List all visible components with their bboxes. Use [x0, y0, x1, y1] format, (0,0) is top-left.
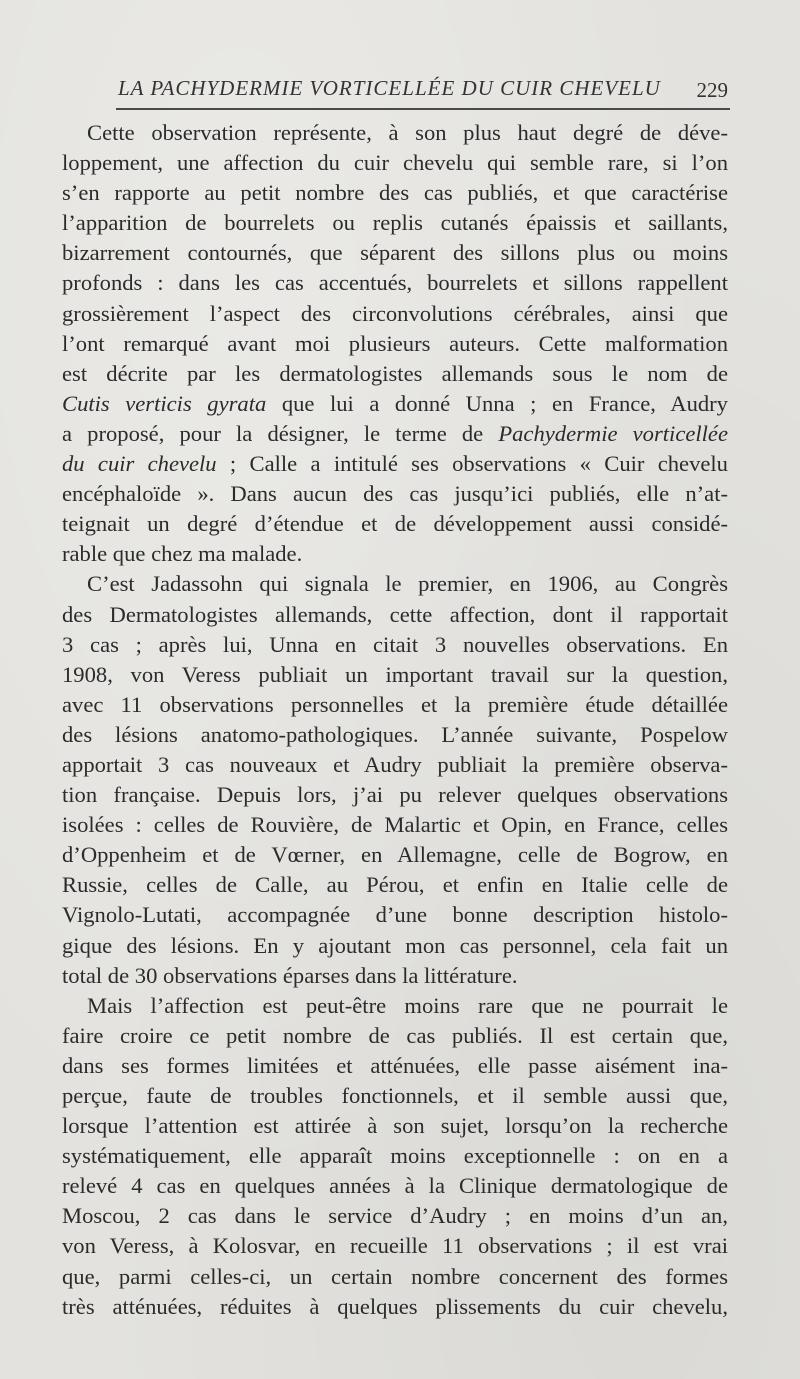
text-line [62, 1051, 728, 1081]
paragraph [62, 569, 728, 990]
text-segment: s’en rapporte au petit nombre des cas publiés, et que caractérise [62, 180, 728, 206]
text-segment: lorsque l’attention est attirée à son sujet, lorsqu’on la recherche [62, 1113, 728, 1139]
text-line [62, 961, 728, 991]
italic-term: Pachydermie vorticellée [498, 420, 728, 446]
text-segment: Cette observation représente, à son plus haut degré de déve- [87, 120, 728, 145]
text-segment: que lui a donné Unna ; en France, Audry [266, 390, 728, 416]
text-segment: l’ont remarqué avant moi plusieurs auteurs. Cette malformation [62, 330, 728, 356]
italic-term: du cuir chevelu [62, 451, 217, 477]
paragraph [62, 991, 728, 1322]
text-segment: avec 11 observations personnelles et la première étude détaillée [62, 691, 728, 717]
text-segment: Moscou, 2 cas dans le service d’Audry ; en moins d’un an, [62, 1203, 728, 1229]
text-segment: Russie, celles de Calle, au Pérou, et enfin en Italie celle de [62, 872, 728, 898]
text-line [62, 810, 728, 840]
text-segment: ; Calle a intitulé ses observations « Cuir chevelu [216, 451, 728, 477]
text-line [62, 900, 728, 930]
text-segment: d’Oppenheim et de Vœrner, en Allemagne, celle de Bogrow, en [62, 842, 728, 868]
text-line [62, 1201, 728, 1231]
text-segment: perçue, faute de troubles fonctionnels, et il semble aussi que, [62, 1083, 728, 1108]
text-line [62, 118, 728, 148]
text-line [62, 299, 728, 329]
text-segment: apportait 3 cas nouveaux et Audry publiait la première observa- [62, 751, 728, 777]
text-line [62, 208, 728, 238]
text-segment: très atténuées, réduites à quelques plissements du cuir chevelu, [62, 1293, 728, 1319]
paragraph [62, 118, 728, 569]
text-segment: systématiquement, elle apparaît moins exceptionnelle : on en a [62, 1143, 728, 1169]
header-rule [116, 108, 730, 110]
text-line [62, 359, 728, 389]
text-segment: isolées : celles de Rouvière, de Malartic et Opin, en France, celles [62, 812, 728, 838]
text-line [62, 1292, 728, 1322]
text-line [62, 329, 728, 359]
text-line [62, 539, 728, 569]
body-text [62, 118, 728, 1322]
text-segment: dans ses formes limitées et atténuées, elle passe aisément ina- [62, 1052, 728, 1078]
running-title: LA PACHYDERMIE VORTICELLÉE DU CUIR CHEVELU [118, 76, 661, 100]
text-segment: est décrite par les dermatologistes allemands sous le nom de [62, 360, 728, 386]
text-line [62, 720, 728, 750]
text-line [62, 750, 728, 780]
text-segment: des Dermatologistes allemands, cette affection, dont il rapportait [62, 601, 728, 627]
text-line [62, 991, 728, 1021]
text-line [62, 389, 728, 419]
text-segment: C’est Jadassohn qui signala le premier, en 1906, au Congrès [87, 571, 728, 597]
text-line [62, 1081, 728, 1111]
text-line [62, 780, 728, 810]
text-segment: 1908, von Veress publiait un important travail sur la question, [62, 661, 728, 687]
text-line [62, 238, 728, 268]
text-segment: tion française. Depuis lors, j’ai pu relever quelques observations [62, 782, 728, 808]
text-line [62, 419, 728, 449]
text-segment: bizarrement contournés, que séparent des sillons plus ou moins [62, 240, 728, 266]
text-line [62, 1231, 728, 1261]
text-line [62, 1111, 728, 1141]
text-segment: von Veress, à Kolosvar, en recueille 11 observations ; il est vrai [62, 1233, 728, 1259]
text-segment: profonds : dans les cas accentués, bourrelets et sillons rappellent [62, 270, 728, 296]
text-line [62, 178, 728, 208]
text-segment: des lésions anatomo-pathologiques. L’année suivante, Pospelow [62, 721, 728, 747]
text-segment: loppement, une affection du cuir chevelu qui semble rare, si l’on [62, 150, 728, 176]
text-line [62, 840, 728, 870]
text-segment: total de 30 observations éparses dans la littérature. [62, 962, 518, 988]
text-line [62, 690, 728, 720]
text-line [62, 931, 728, 961]
text-line [62, 1021, 728, 1051]
text-segment: encéphaloïde ». Dans aucun des cas jusqu’ici publiés, elle n’at- [62, 481, 728, 507]
text-segment: 3 cas ; après lui, Unna en citait 3 nouvelles observations. En [62, 631, 728, 657]
text-segment: gique des lésions. En y ajoutant mon cas personnel, cela fait un [62, 932, 728, 958]
text-segment: rable que chez ma malade. [62, 541, 303, 567]
text-segment: faire croire ce petit nombre de cas publiés. Il est certain que, [62, 1022, 728, 1048]
text-line [62, 660, 728, 690]
text-line [62, 630, 728, 660]
page-number: 229 [696, 78, 728, 102]
text-line [62, 509, 728, 539]
italic-term: Cutis verticis gyrata [62, 390, 267, 416]
text-segment: que, parmi celles-ci, un certain nombre concernent des formes [62, 1263, 728, 1289]
text-line [62, 870, 728, 900]
text-segment: a proposé, pour la désigner, le terme de [62, 420, 499, 446]
text-segment: grossièrement l’aspect des circonvolutions cérébrales, ainsi que [62, 300, 728, 326]
text-line [62, 1171, 728, 1201]
text-segment: l’apparition de bourrelets ou replis cutanés épaissis et saillants, [62, 210, 728, 236]
text-segment: Vignolo-Lutati, accompagnée d’une bonne description histolo- [62, 902, 728, 928]
text-line [62, 148, 728, 178]
text-line [62, 1262, 728, 1292]
text-segment: relevé 4 cas en quelques années à la Clinique dermatologique de [62, 1173, 728, 1199]
text-line [62, 569, 728, 599]
text-line [62, 1141, 728, 1171]
text-line [62, 449, 728, 479]
text-segment: teignait un degré d’étendue et de développement aussi considé- [62, 511, 728, 537]
text-line [62, 268, 728, 298]
text-segment: Mais l’affection est peut-être moins rare que ne pourrait le [87, 992, 728, 1018]
text-line [62, 479, 728, 509]
running-header [118, 72, 728, 106]
text-line [62, 600, 728, 630]
